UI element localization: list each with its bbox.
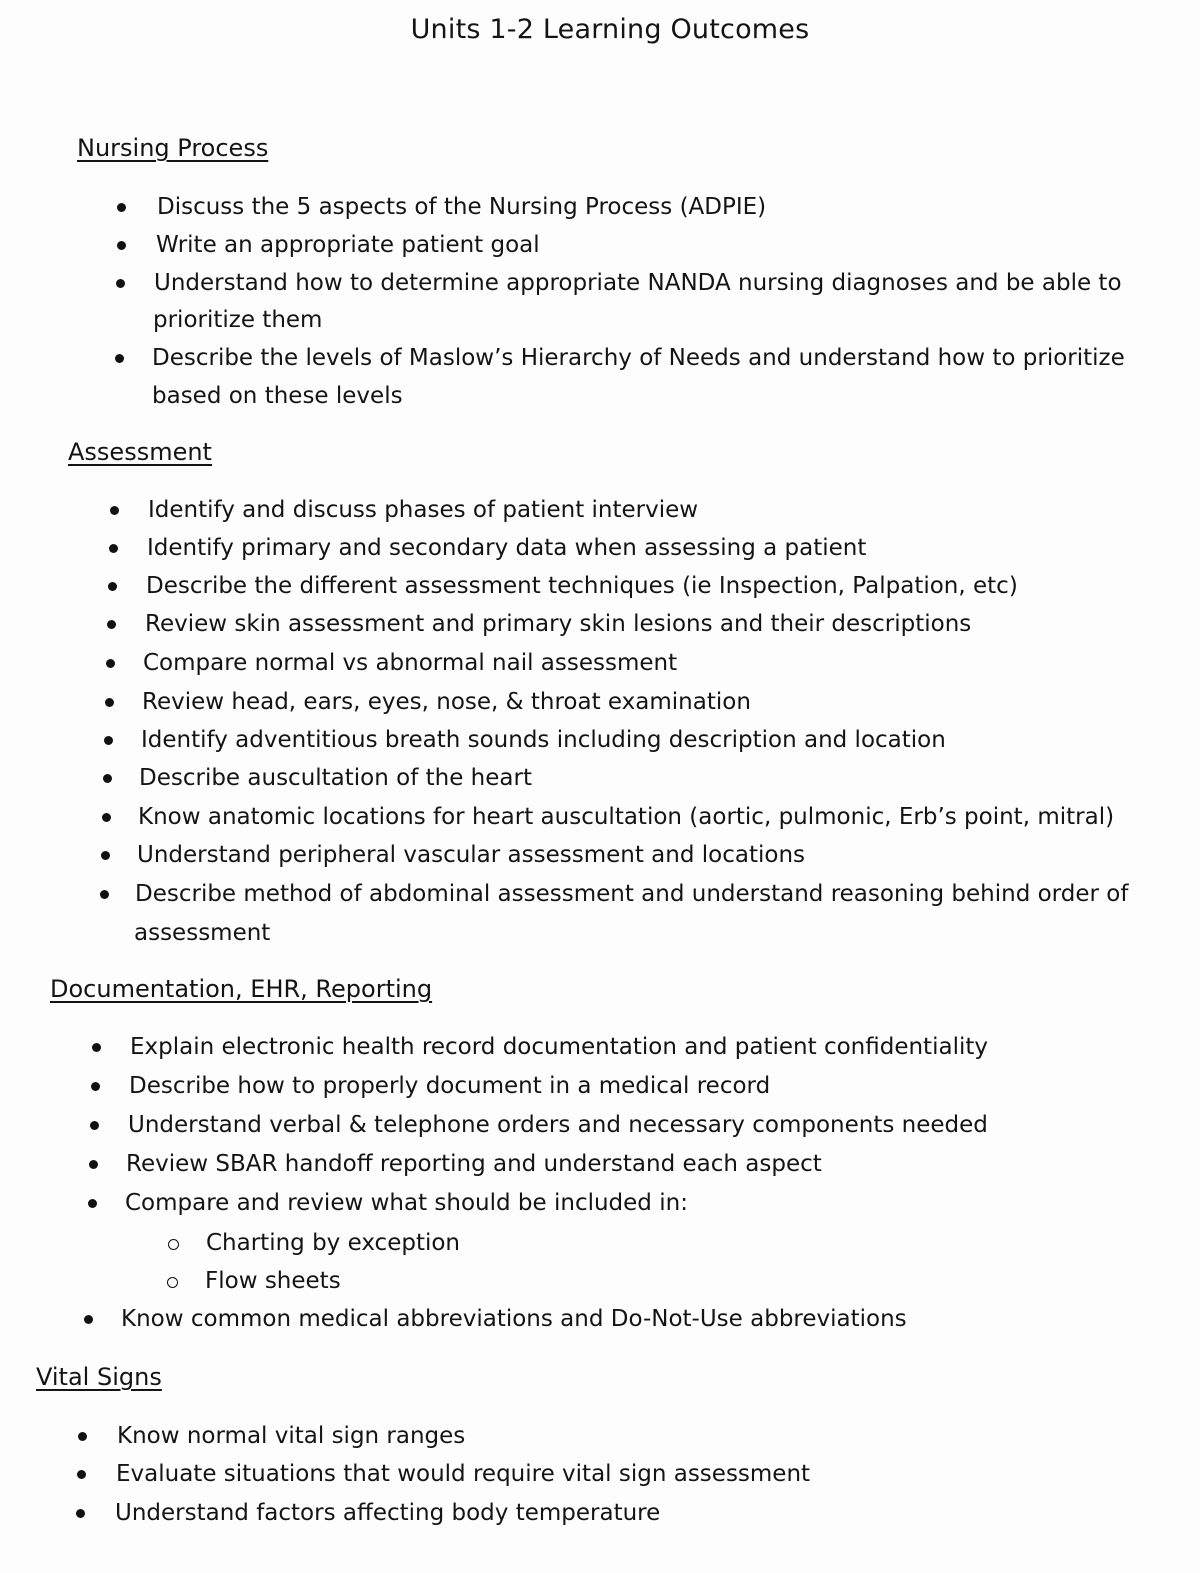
- bullet-icon: [106, 659, 115, 668]
- bullet-icon: [107, 620, 116, 629]
- list-item-text: Compare and review what should be included in:: [125, 1190, 688, 1216]
- bullet-icon: [102, 813, 111, 822]
- list-item-text: Describe method of abdominal assessment and understand reasoning behind order of: [135, 881, 1129, 907]
- list-item-text: based on these levels: [152, 383, 403, 409]
- list-item-text: Know common medical abbreviations and Do-Not-Use abbreviations: [121, 1306, 907, 1332]
- list-item-text: Describe auscultation of the heart: [139, 765, 532, 791]
- bullet-icon: [108, 582, 117, 591]
- bullet-icon: [78, 1432, 87, 1441]
- bullet-icon: [77, 1470, 86, 1479]
- bullet-icon: [117, 241, 126, 250]
- heading-assessment: Assessment: [68, 438, 212, 466]
- list-item-text: Flow sheets: [205, 1268, 341, 1294]
- heading-nursing-process: Nursing Process: [77, 134, 269, 162]
- bullet-icon: [110, 506, 119, 515]
- hollow-bullet-icon: [167, 1277, 178, 1288]
- bullet-icon: [104, 736, 113, 745]
- list-item-text: Understand verbal & telephone orders and necessary components needed: [128, 1112, 988, 1138]
- list-item-text: Charting by exception: [206, 1230, 461, 1256]
- bullet-icon: [116, 279, 125, 288]
- list-item-text: Identify and discuss phases of patient interview: [148, 497, 699, 523]
- list-item-text: Describe the different assessment techniques (ie Inspection, Palpation, etc): [146, 573, 1018, 599]
- bullet-icon: [115, 354, 124, 363]
- list-item-text: Review SBAR handoff reporting and understand each aspect: [126, 1151, 822, 1177]
- list-item-text: Describe how to properly document in a medical record: [129, 1073, 771, 1099]
- list-item-text: Review skin assessment and primary skin lesions and their descriptions: [145, 611, 972, 637]
- list-item-text: assessment: [134, 920, 271, 946]
- list-item-text: Evaluate situations that would require vital sign assessment: [116, 1461, 811, 1487]
- bullet-icon: [92, 1043, 101, 1052]
- list-item-text: Know anatomic locations for heart auscultation (aortic, pulmonic, Erb’s point, mitral): [138, 804, 1115, 830]
- list-item-text: Describe the levels of Maslow’s Hierarchy of Needs and understand how to prioritize: [152, 345, 1125, 371]
- bullet-icon: [117, 203, 126, 212]
- list-item-text: Discuss the 5 aspects of the Nursing Process (ADPIE): [157, 194, 767, 220]
- heading-documentation: Documentation, EHR, Reporting: [50, 975, 433, 1003]
- list-item-text: Know normal vital sign ranges: [117, 1423, 466, 1449]
- list-item-text: Identify primary and secondary data when assessing a patient: [147, 535, 867, 561]
- bullet-icon: [91, 1082, 100, 1091]
- list-item-text: Identify adventitious breath sounds including description and location: [141, 727, 946, 753]
- bullet-icon: [76, 1509, 85, 1518]
- heading-vital-signs: Vital Signs: [36, 1363, 162, 1391]
- hollow-bullet-icon: [168, 1239, 179, 1250]
- list-item-text: Compare normal vs abnormal nail assessment: [143, 650, 678, 676]
- list-item-text: Understand how to determine appropriate NANDA nursing diagnoses and be able to: [154, 270, 1122, 296]
- bullet-icon: [90, 1121, 99, 1130]
- list-item-text: Explain electronic health record documentation and patient confidentiality: [130, 1034, 988, 1060]
- list-item-text: prioritize them: [153, 307, 323, 333]
- bullet-icon: [109, 544, 118, 553]
- list-item-text: Review head, ears, eyes, nose, & throat examination: [142, 689, 751, 715]
- page-title: Units 1-2 Learning Outcomes: [410, 14, 810, 45]
- list-item-text: Write an appropriate patient goal: [156, 232, 540, 258]
- bullet-icon: [89, 1160, 98, 1169]
- bullet-icon: [103, 774, 112, 783]
- bullet-icon: [84, 1315, 93, 1324]
- bullet-icon: [105, 698, 114, 707]
- list-item-text: Understand peripheral vascular assessment and locations: [137, 842, 805, 868]
- bullet-icon: [101, 851, 110, 860]
- list-item-text: Understand factors affecting body temperature: [115, 1500, 661, 1526]
- bullet-icon: [100, 890, 109, 899]
- bullet-icon: [88, 1199, 97, 1208]
